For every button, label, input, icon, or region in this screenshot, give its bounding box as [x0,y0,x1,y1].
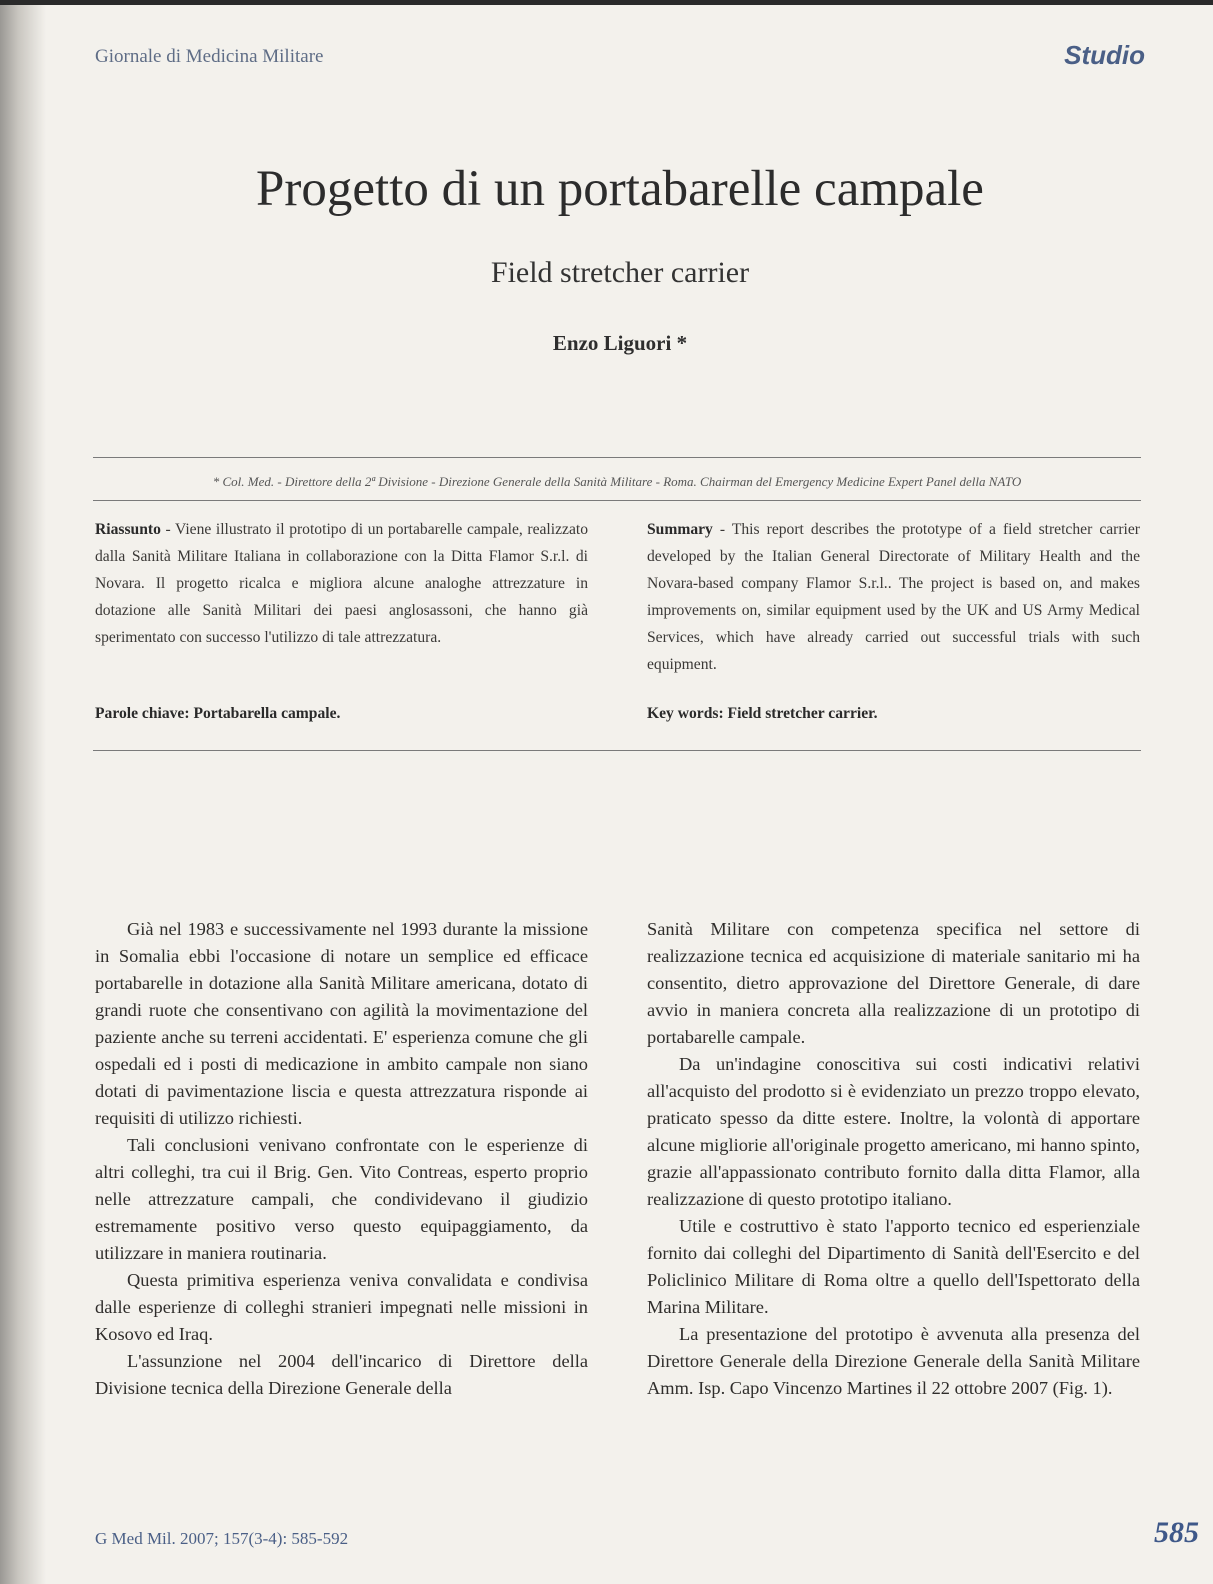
article-subtitle: Field stretcher carrier [490,256,750,289]
paragraph: Già nel 1983 e successivamente nel 1993 durante la missione in Somalia ebbi l'occasione di notare un semplice ed efficace portabarelle in dotazione alla Sanità Militare americana, dotato di grandi ruote che consentivano con agilità la movimentazione del paziente anche su terreni accidentati. E' esperienza comune che gli ospedali ed i posti di medicazione in ambito campale non siano dotati di pavimentazione liscia e questa attrezzatura risponde ai requisiti di utilizzo richiesti. [95,919,588,1128]
paragraph: Questa primitiva esperienza veniva convalidata e condivisa dalle esperienze di colleghi stranieri impegnati nelle missioni in Kosovo ed Iraq. [95,1270,588,1344]
abstract-english [647,516,1140,678]
journal-name: Giornale di Medicina Militare [95,46,324,67]
abstract-italian [95,516,588,651]
paragraph: Sanità Militare con competenza specifica nel settore di realizzazione tecnica ed acquisizione di materiale sanitario mi ha consentito, dietro approvazione del Direttore Generale, di dare avvio in maniera concreta alla realizzazione di un prototipo di portabarelle campale. [647,919,1140,1047]
paragraph: L'assunzione nel 2004 dell'incarico di Direttore della Divisione tecnica della Direzione Generale della [95,1351,588,1398]
body-column-right [647,916,1140,1402]
paragraph: Tali conclusioni venivano confrontate con le esperienze di altri colleghi, tra cui il Brig. Gen. Vito Contreas, esperto proprio nelle attrezzature campali, che condividevano il giudizio estremamente positivo verso questo equipaggiamento, da utilizzare in maniera routinaria. [95,1135,588,1263]
keywords-italian: Parole chiave: Portabarella campale. [95,705,341,722]
page-number: 585 [1154,1516,1199,1549]
paragraph: Da un'indagine conoscitiva sui costi indicativi relativi all'acquisto del prodotto si è evidenziato un prezzo troppo elevato, praticato spesso da ditte estere. Inoltre, la volontà di apportare alcune migliorie all'originale progetto americano, mi hanno spinto, grazie all'appassionato contributo fornito dalla ditta Flamor, alla realizzazione di questo prototipo italiano. [647,1054,1140,1209]
page-gutter-shadow [0,0,46,1584]
author-name: Enzo Liguori * [552,331,688,355]
abstract-english-text: - This report describes the prototype of a field stretcher carrier developed by the Italian General Directorate of Military Health and the Novara-based company Flamor S.r.l.. The project is based on, and makes improvements on, similar equipment used by the UK and US Army Medical Services, which have already carried out successful trials with such equipment. [647,521,1140,673]
paragraph: Utile e costruttivo è stato l'apporto tecnico ed esperienziale fornito dai colleghi del Dipartimento di Sanità dell'Esercito e del Policlinico Militare di Roma oltre a quello dell'Ispettorato della Marina Militare. [647,1216,1140,1317]
abstract-english-label: Summary [647,521,713,538]
body-column-left [95,916,588,1402]
divider-abstract [93,750,1141,751]
abstract-italian-text: - Viene illustrato il prototipo di un portabarelle campale, realizzato dalla Sanità Militare Italiana in collaborazione con la Ditta Flamor S.r.l. di Novara. Il progetto ricalca e migliora alcune analoghe attrezzature in dotazione alle Sanità Militari dei paesi anglosassoni, che hanno già sperimentato con successo l'utilizzo di tale attrezzatura. [95,521,588,646]
keywords-english: Key words: Field stretcher carrier. [647,705,878,722]
citation: G Med Mil. 2007; 157(3-4): 585-592 [95,1529,349,1548]
paragraph: La presentazione del prototipo è avvenuta alla presenza del Direttore Generale della Direzione Generale della Sanità Militare Amm. Isp. Capo Vincenzo Martines il 22 ottobre 2007 (Fig. 1). [647,1324,1140,1398]
article-title: Progetto di un portabarelle campale [256,161,984,217]
divider-top [93,457,1141,458]
top-edge [0,0,1213,5]
divider-affiliation [93,500,1141,501]
abstract-italian-label: Riassunto [95,521,161,538]
section-label: Studio [1064,40,1145,70]
author-affiliation: * Col. Med. - Direttore della 2ª Divisione - Direzione Generale della Sanità Militare - Roma. Chairman del Emergency Medicine Expert Panel della NATO [212,474,1022,489]
